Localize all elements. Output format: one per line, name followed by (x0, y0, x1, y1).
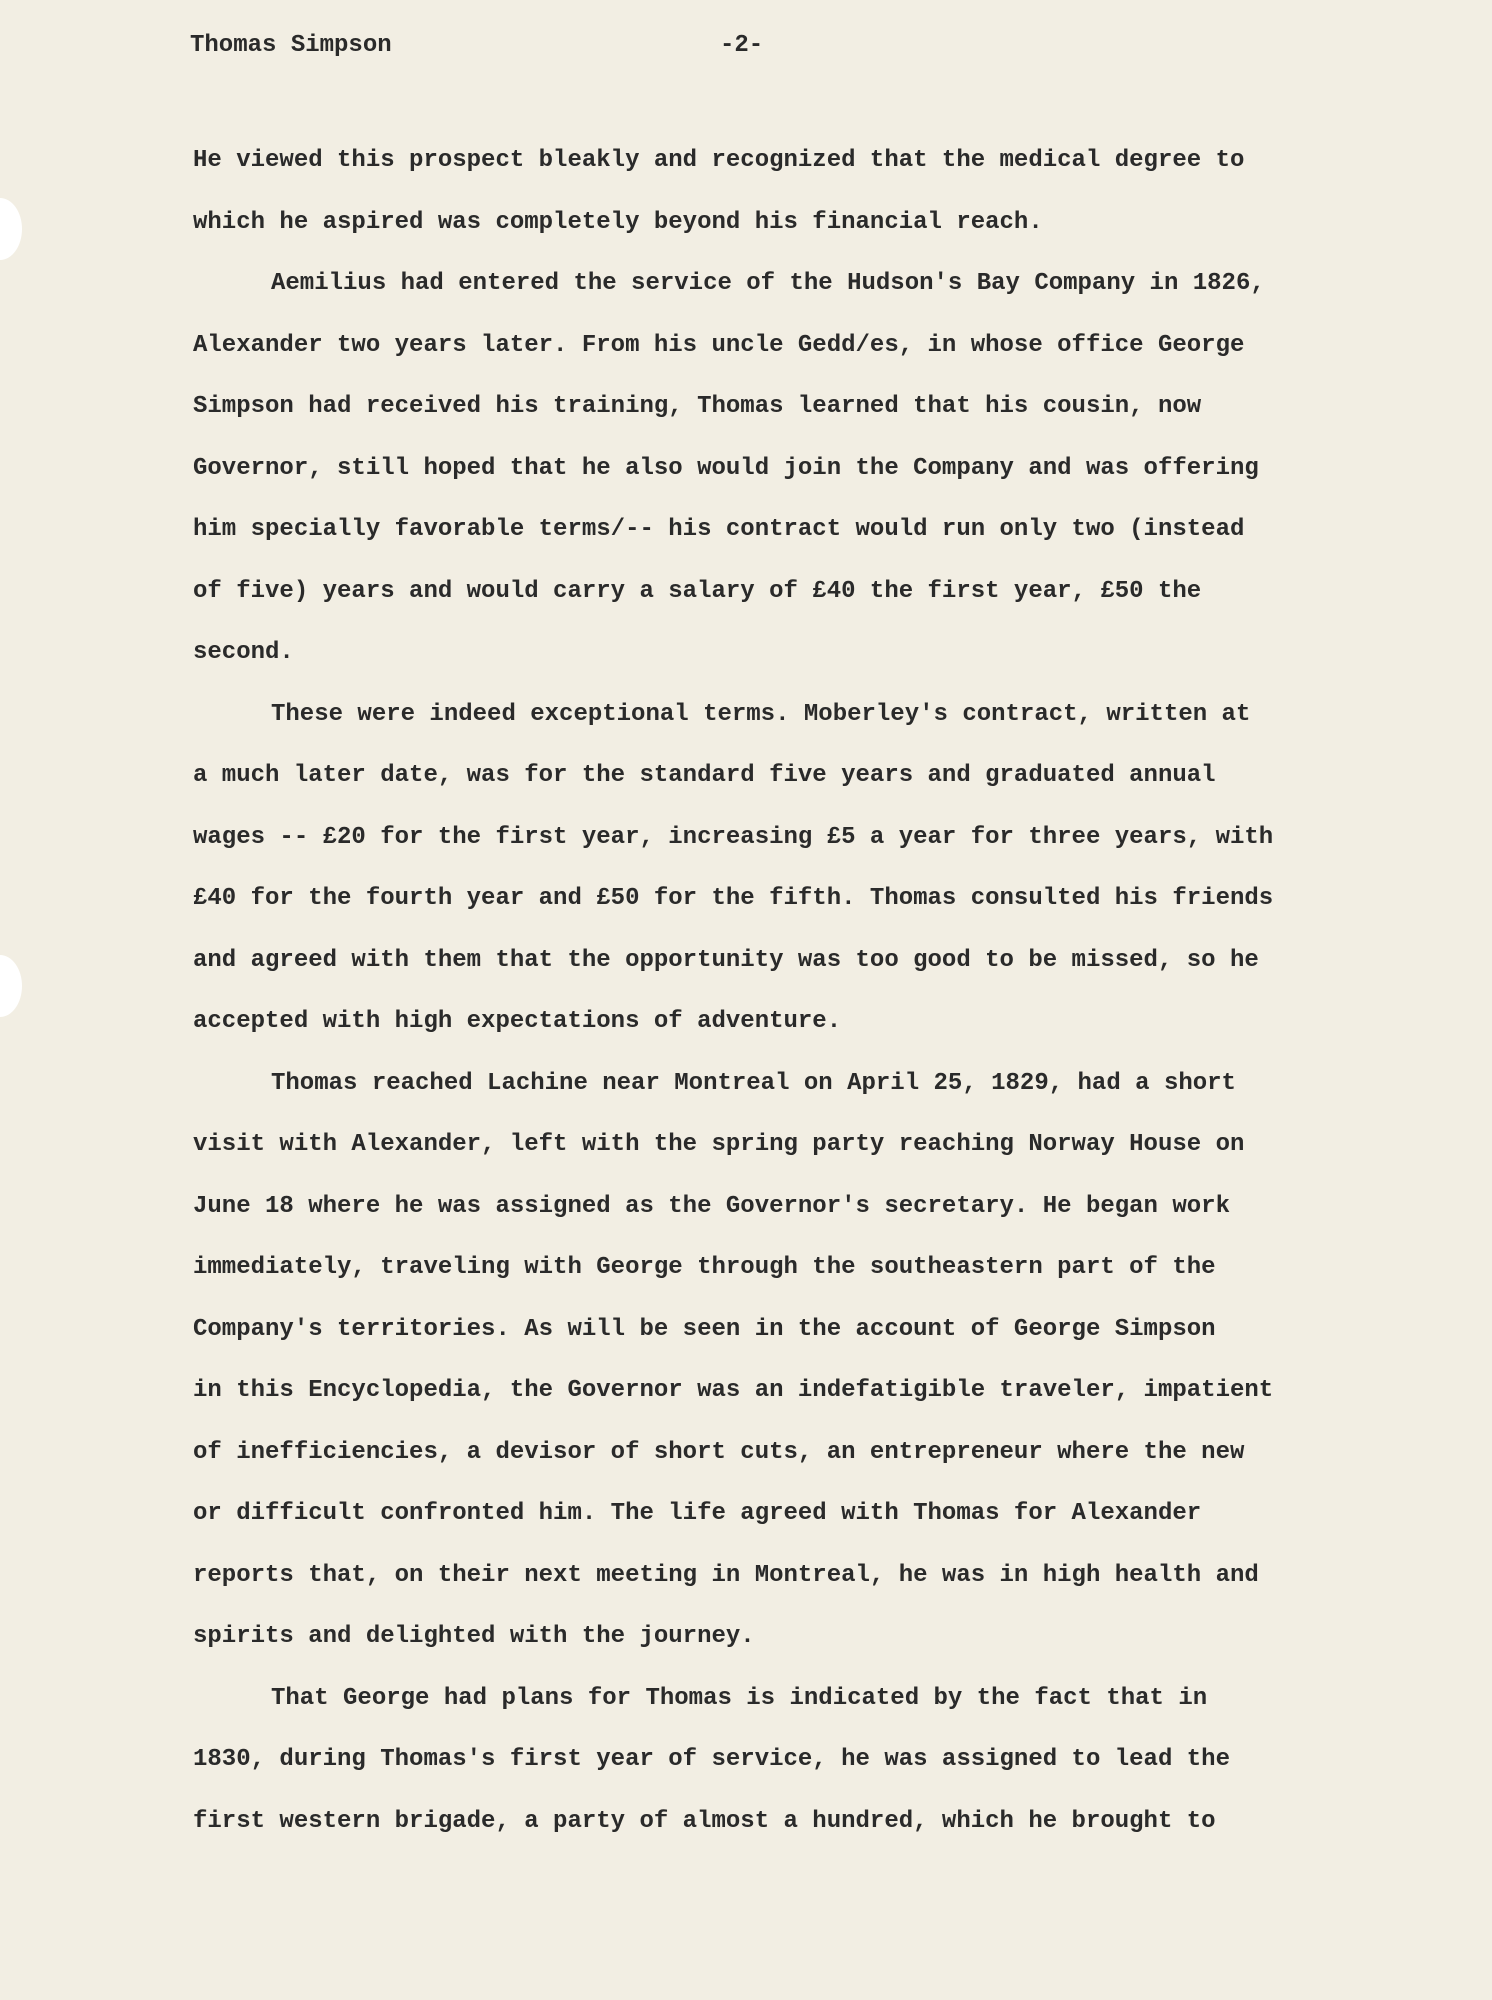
text-line: Governor, still hoped that he also would join the Company and was offering (193, 454, 1259, 482)
text-line: which he aspired was completely beyond his financial reach. (193, 208, 1043, 236)
text-line: These were indeed exceptional terms. Moberley's contract, written at (271, 700, 1251, 728)
text-line: Company's territories. As will be seen in the account of George Simpson (193, 1315, 1216, 1343)
text-line: wages -- £20 for the first year, increasing £5 a year for three years, with (193, 823, 1274, 851)
page-number: -2- (720, 32, 764, 59)
text-line: in this Encyclopedia, the Governor was an indefatigible traveler, impatient (193, 1377, 1274, 1404)
text-line: of five) years and would carry a salary of £40 the first year, £50 the (193, 577, 1202, 605)
text-line: first western brigade, a party of almost a hundred, which he brought to (193, 1807, 1216, 1835)
text-line: Alexander two years later. From his uncle Gedd/es, in whose office George (193, 331, 1245, 359)
text-line: accepted with high expectations of adventure. (193, 1008, 842, 1035)
text-line: That George had plans for Thomas is indicated by the fact that in (271, 1684, 1208, 1712)
text-line: him specially favorable terms/-- his contract would run only two (instead (193, 516, 1245, 543)
text-line: of inefficiencies, a devisor of short cuts, an entrepreneur where the new (193, 1438, 1245, 1466)
text-line: reports that, on their next meeting in Montreal, he was in high health and (193, 1561, 1259, 1589)
text-line: immediately, traveling with George through the southeastern part of the (193, 1254, 1216, 1281)
text-line: £40 for the fourth year and £50 for the fifth. Thomas consulted his friends (193, 885, 1274, 912)
text-line: Thomas reached Lachine near Montreal on April 25, 1829, had a short (271, 1069, 1236, 1097)
punch-hole (0, 198, 22, 260)
text-line: Aemilius had entered the service of the Hudson's Bay Company in 1826, (271, 270, 1265, 297)
text-line: Simpson had received his training, Thomas learned that his cousin, now (193, 393, 1202, 420)
body-text (193, 130, 1373, 1852)
text-line: June 18 where he was assigned as the Governor's secretary. He began work (193, 1192, 1230, 1220)
page-header (190, 32, 1302, 72)
punch-hole (0, 955, 22, 1017)
text-line: visit with Alexander, left with the spring party reaching Norway House on (193, 1131, 1245, 1158)
text-line: or difficult confronted him. The life agreed with Thomas for Alexander (193, 1500, 1202, 1527)
text-line: second. (193, 639, 294, 666)
text-line: 1830, during Thomas's first year of service, he was assigned to lead the (193, 1746, 1230, 1773)
text-line: a much later date, was for the standard five years and graduated annual (193, 762, 1216, 789)
header-author: Thomas Simpson (190, 32, 392, 59)
text-line: and agreed with them that the opportunity was too good to be missed, so he (193, 946, 1259, 974)
text-line: He viewed this prospect bleakly and recognized that the medical degree to (193, 147, 1245, 174)
text-line: spirits and delighted with the journey. (193, 1623, 755, 1650)
